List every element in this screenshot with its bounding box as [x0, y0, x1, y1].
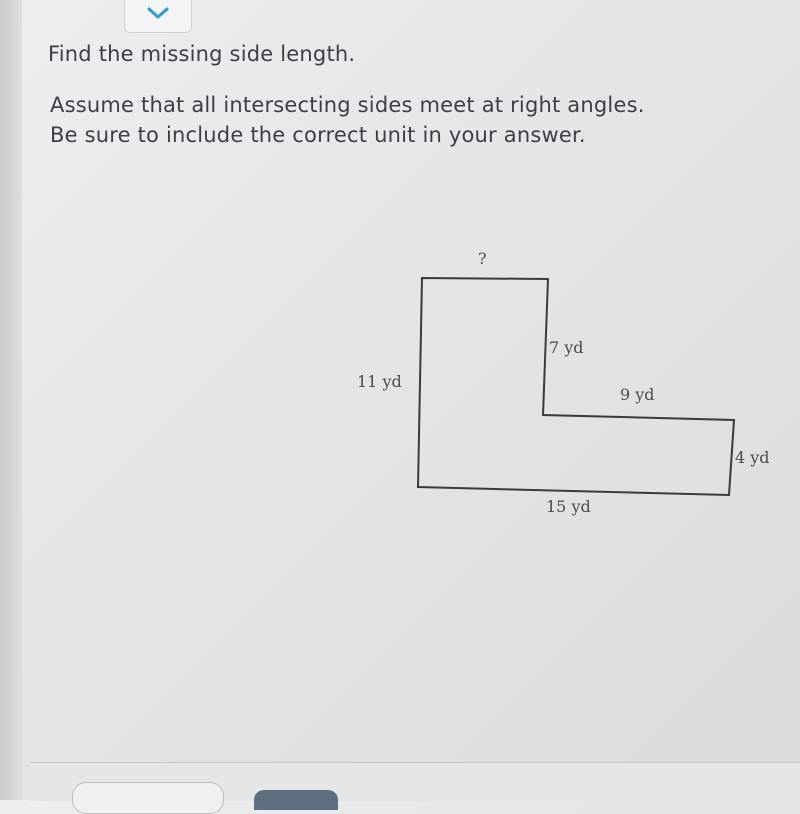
label-inner-horizontal: 9 yd: [620, 385, 655, 404]
label-bottom-side: 15 yd: [546, 497, 591, 516]
label-right-side: 4 yd: [735, 448, 770, 467]
left-edge: [0, 0, 22, 800]
explanation-button[interactable]: [72, 782, 224, 814]
collapse-toggle-button[interactable]: [124, 0, 192, 33]
label-left-side: 11 yd: [357, 372, 402, 391]
instruction-line-1: Assume that all intersecting sides meet at right angles.: [50, 93, 645, 117]
chevron-down-icon: [143, 3, 173, 23]
label-inner-vertical: 7 yd: [549, 338, 584, 357]
label-top-missing: ?: [478, 249, 487, 268]
l-shape-outline: [418, 278, 734, 495]
question-prompt: Find the missing side length.: [48, 42, 356, 66]
instruction-line-2: Be sure to include the correct unit in your answer.: [50, 123, 586, 147]
check-button[interactable]: [254, 790, 338, 810]
